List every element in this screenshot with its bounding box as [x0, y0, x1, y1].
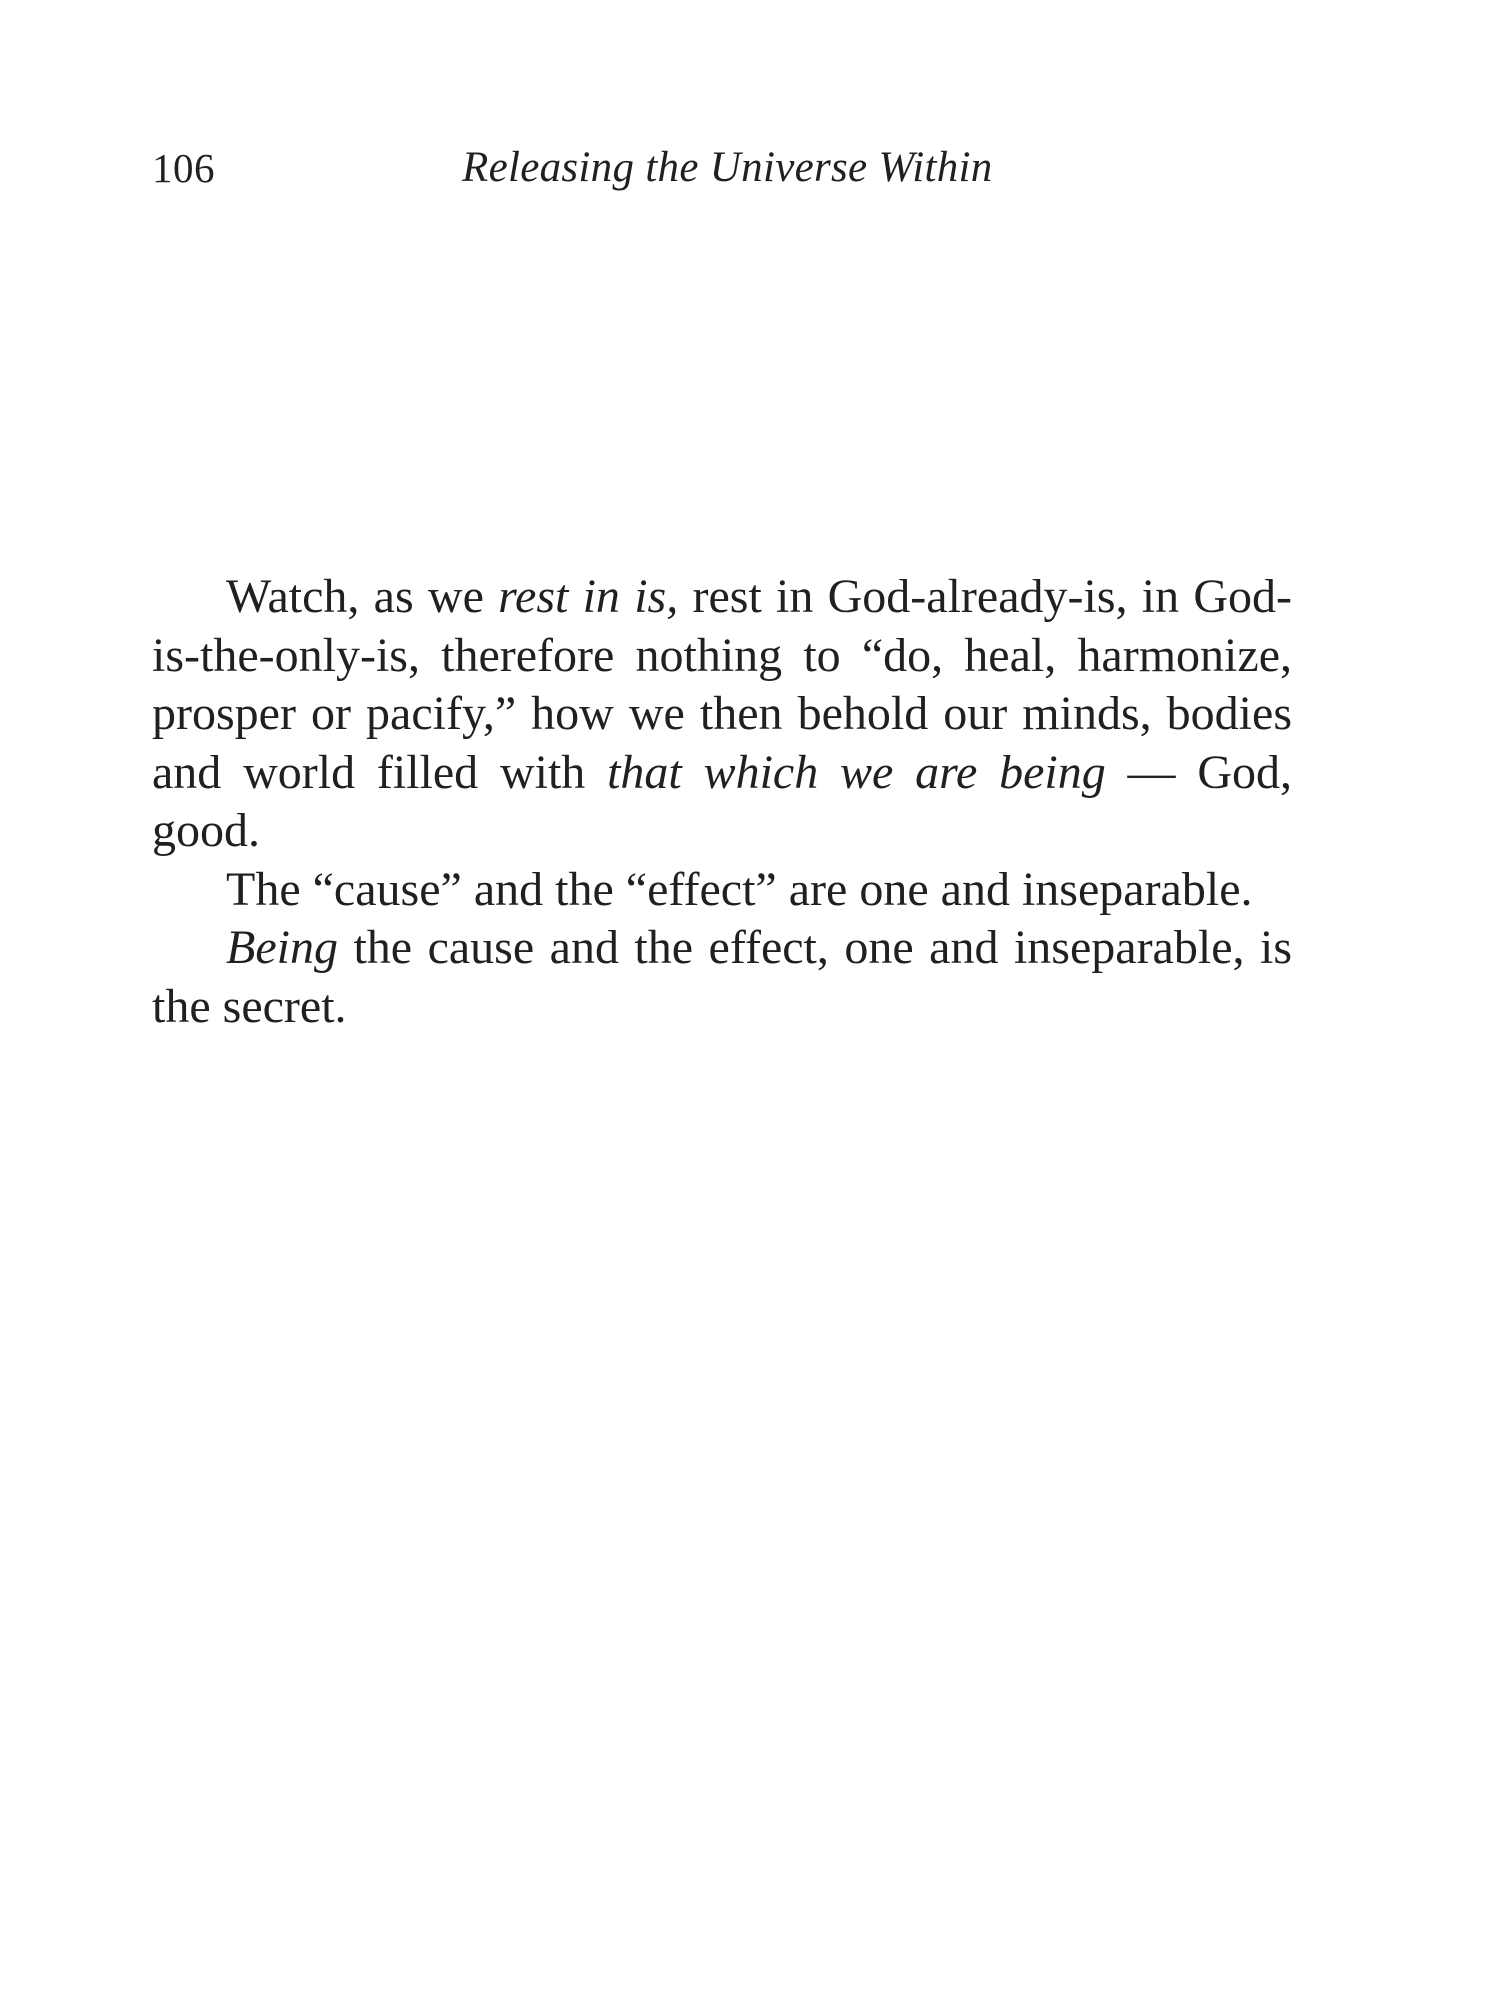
paragraph-3-text-1: the cause and the effect, one and inseparable, is the secret.	[152, 921, 1292, 1033]
paragraph-1-text-2: rest in God-already-is, in God-is-the-only-is, therefore nothing to “do, heal, harmonize, prosper or pacify,” how we then behold our minds, bodies and world filled with	[152, 570, 1292, 799]
paragraph-1-text-3: — God, good.	[152, 745, 1292, 857]
paragraph-3-emphasis-1: Being	[226, 921, 338, 974]
page-number: 106	[152, 145, 215, 191]
book-title: Releasing the Universe Within	[462, 144, 993, 191]
paragraph-2-text-1: The “cause” and the “effect” are one and inseparable.	[226, 862, 1253, 916]
paragraph-1	[152, 568, 1292, 861]
paragraph-2	[152, 861, 1292, 920]
body-text	[152, 568, 1292, 1036]
paragraph-1-emphasis-1: rest in is,	[498, 570, 679, 623]
paragraph-1-text-1: Watch, as we	[226, 570, 499, 623]
running-head	[152, 138, 1292, 198]
paragraph-1-emphasis-2: that which we are being	[607, 745, 1106, 799]
paragraph-3	[152, 919, 1292, 1036]
